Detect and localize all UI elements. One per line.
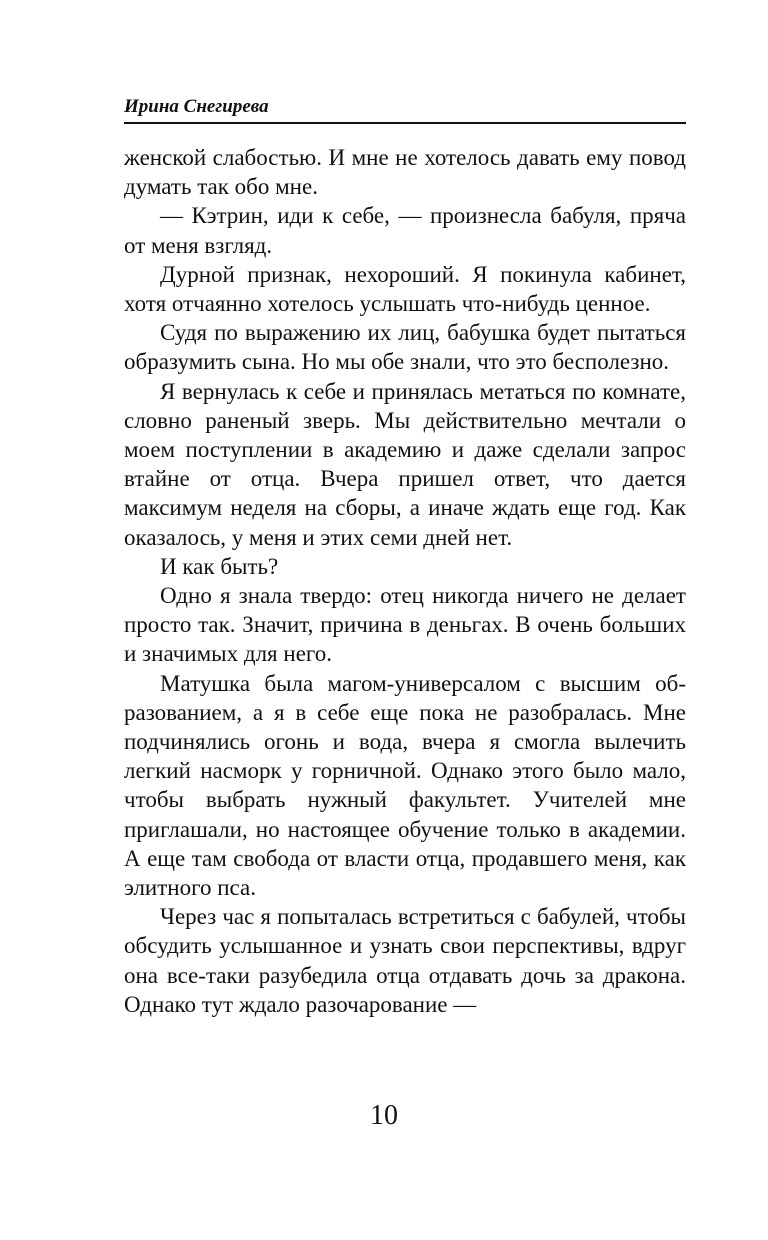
paragraph: Дурной признак, нехороший. Я покинула кабинет, хотя отчаянно хотелось услышать что-нибудь ценное. (124, 261, 686, 317)
paragraph: Одно я знала твердо: отец никогда ничего не делает просто так. Значит, причина в деньгах. В очень больших и значимых для него. (124, 583, 686, 667)
paragraph: Через час я попыталась встретиться с бабулей, чтобы обсудить услышанное и узнать свои перспективы, вдруг она все-таки разубедила отца отдавать дочь за дракона. Однако тут ждало разочарование — (124, 904, 686, 1017)
paragraph: Матушка была магом-универсалом с высшим образованием, а я в себе еще пока не разобралась. Мне подчинялись огонь и вода, вчера я смогла вылечить легкий насморк у горничной. Однако этого было мало, чтобы выбрать нужный факультет. Учителей мне приглашали, но настоящее обучение только в академии. А еще там свобода от власти отца, продавшего меня, как элитного пса. (124, 670, 686, 901)
paragraph: — Кэтрин, иди к себе, — произнесла бабуля, пряча от меня взгляд. (124, 203, 686, 258)
page-number: 10 (370, 1100, 398, 1131)
paragraph: Судя по выражению их лиц, бабушка будет пытаться образумить сына. Но мы обе знали, что это бесполезно. (124, 320, 686, 375)
page-body-text (124, 143, 686, 1019)
paragraph: женской слабостью. И мне не хотелось давать ему повод думать так обо мне. (124, 145, 686, 200)
paragraph: Я вернулась к себе и принялась метаться по комнате, словно раненый зверь. Мы действительно мечтали о моем поступлении в академию и даже сделали запрос втайне от отца. Вчера пришел ответ, что дается максимум неделя на сборы, а иначе ждать еще год. Как оказалось, у меня и этих семи дней нет. (124, 378, 686, 550)
author-name: Ирина Снегирева (124, 96, 269, 117)
paragraph: И как быть? (160, 553, 279, 579)
running-header (124, 96, 686, 124)
